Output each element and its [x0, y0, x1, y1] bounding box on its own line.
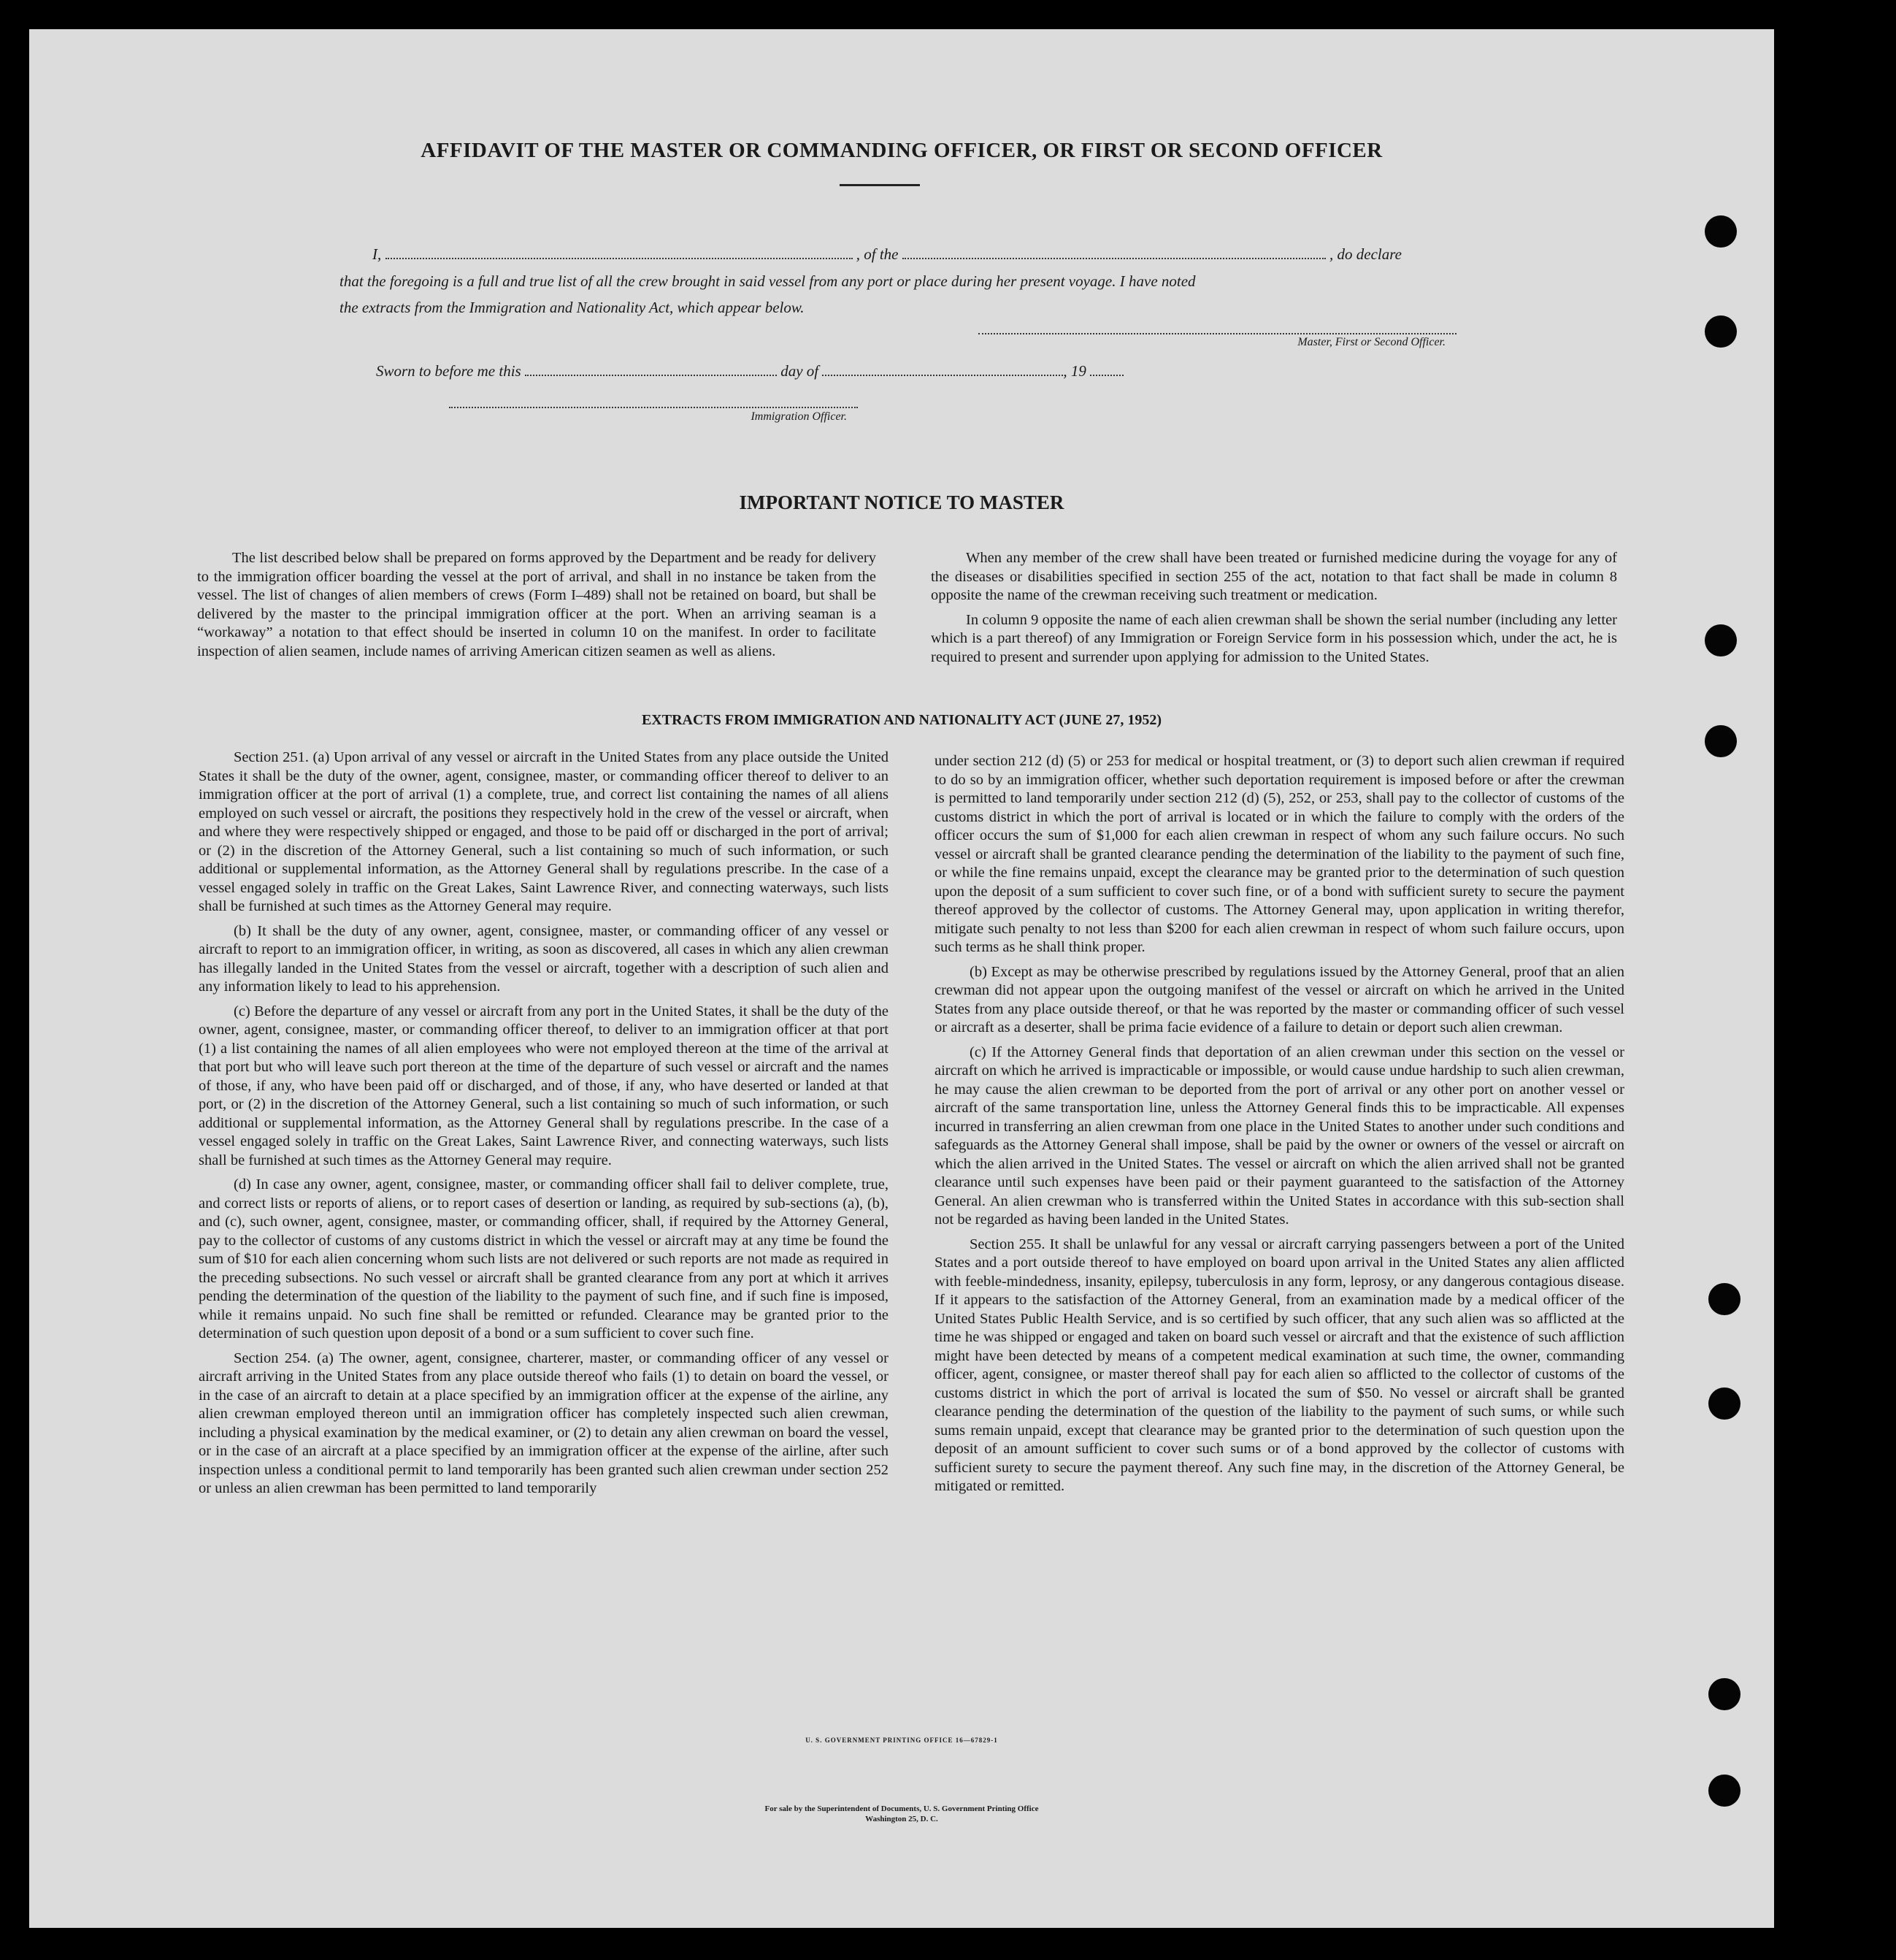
act-paragraph: (c) Before the departure of any vessel or aircraft from any port in the United States, it shall be the duty of the owner, agent, consignee, master, or commanding officer thereof, to deliver to an immigration officer at that port (1) a list containing the names of all alien employees who were not employed thereon at the time of the arrival at that port but who will leave such port thereon at the time of the departure of such vessel or aircraft and the names of those, if any, who have been paid off or discharged, and of those, if any, who have deserted or landed at that port, or (2) in the discretion of the Attorney General, such a list containing so much of such information, or such additional or supplemental information, as the Attorney General shall by regulations prescribe. In the case of a vessel engaged solely in traffic on the Great Lakes, Saint Lawrence River, and connecting waterways, such lists shall be furnished at such times as the Attorney General may require.: [199, 1003, 888, 1168]
officer-signature-line[interactable]: [449, 407, 858, 408]
sale-notice-line-1: For sale by the Superintendent of Documents, U. S. Government Printing Office: [764, 1804, 1039, 1813]
affidavit-title: AFFIDAVIT OF THE MASTER OR COMMANDING OFFICER, OR FIRST OR SECOND OFFICER: [421, 139, 1383, 162]
notice-left-column: [197, 549, 876, 661]
extracts-title: EXTRACTS FROM IMMIGRATION AND NATIONALITY ACT (JUNE 27, 1952): [641, 712, 1162, 728]
name-field[interactable]: [385, 245, 853, 259]
act-paragraph: Section 255. It shall be unlawful for any vessal or aircraft carrying passengers between a port of the United States and a port outside thereof to have employed on board upon arrival in the United States any alien afflicted with feeble-mindedness, insanity, epilepsy, tuberculosis in any form, leprosy, or any dangerous contagious disease. If it appears to the satisfaction of the Attorney General, from an examination made by a medical officer of the United States Public Health Service, and is so certified by such officer, that any such alien was so afflicted at the time he was shipped or engaged and taken on board such vessel or aircraft and that the existence of such affliction might have been detected by means of a competent medical examination at such time, the owner, commanding officer, agent, consignee, or master thereof shall pay for each alien so afflicted to the collector of customs of the customs district in which the port of arrival is located the sum of $50. No vessel or aircraft shall be granted clearance pending the determination of the question of the liability to the payment of such sums, or while such sums remain unpaid, except that clearance may be granted prior to the determination of such question upon the deposit of an amount sufficient to cover such sums or of a bond approved by the collector of customs with sufficient surety to secure the payment thereof. Any such fine may, in the discretion of the Attorney General, be mitigated or remitted.: [934, 1236, 1624, 1494]
title-divider: [840, 184, 920, 186]
day-of-label: day of: [780, 362, 819, 380]
act-paragraph: (d) In case any owner, agent, consignee, master, or commanding officer shall fail to deliver complete, true, and correct lists or reports of aliens, or to report cases of desertion or landing, as required by sub-sections (a), (b), and (c), such owner, agent, consignee, master, or commanding officer, shall, if required by the Attorney General, pay to the collector of customs of any customs district in which the vessel or aircraft may at any time be found the sum of $10 for each alien concerning whom such lists are not delivered or such reports are not made as required in the preceding subsections. No such vessel or aircraft shall be granted clearance from any port at which it arrives pending the determination of the question of the liability to the payment of such fine, and if such fine is imposed, while it remains unpaid. No such fine shall be remitted or refunded. Clearance may be granted prior to the determination of such question upon deposit of a bond or a sum sufficient to cover such fine.: [199, 1176, 888, 1341]
act-paragraph: (b) It shall be the duty of any owner, agent, consignee, master, or commanding officer of any vessel or aircraft to report to an immigration officer, in writing, as soon as discovered, all cases in which any alien crewman has illegally landed in the United States from the vessel or aircraft, together with a description of such alien and any information likely to lead to his apprehension.: [199, 922, 888, 995]
sworn-month-field[interactable]: [822, 361, 1063, 376]
extracts-left-column: [199, 749, 888, 1498]
punch-hole: [1705, 315, 1737, 348]
sworn-label: Sworn to before me this: [376, 362, 521, 380]
year-label: , 19: [1063, 362, 1086, 380]
punch-hole: [1705, 624, 1737, 656]
sale-notice-line-2: Washington 25, D. C.: [865, 1815, 938, 1823]
punch-hole: [1708, 1775, 1740, 1807]
vessel-field[interactable]: [902, 245, 1326, 259]
i-label: I,: [372, 245, 382, 263]
do-declare-label: , do declare: [1329, 245, 1402, 263]
notice-paragraph: In column 9 opposite the name of each alien crewman shall be shown the serial number (including any letter which is a part thereof) of any Immigration or Foreign Service form in his possession which, under the act, he is required to present and surrender upon applying for admission to the United States.: [931, 611, 1617, 665]
punch-hole: [1705, 725, 1737, 757]
declaration-line: [372, 241, 1489, 267]
officer-signature-label: Immigration Officer.: [751, 410, 847, 423]
punch-hole: [1705, 215, 1737, 248]
act-paragraph: Section 254. (a) The owner, agent, consignee, charterer, master, or commanding officer of any vessel or aircraft arriving in the United States from any place outside thereof who fails (1) to detain on board the vessel, or in the case of an aircraft to detain at a place specified by an immigration officer at the expense of the airline, any alien crewman employed thereon until an immigration officer has completely inspected such alien crewman, including a physical examination by the medical examiner, or (2) to detain any alien crewman on board the vessel, or in the case of an aircraft at a place specified by an immigration officer at the expense of the airline, after such inspection unless a conditional permit to land temporarily has been granted such alien crewman under section 252 or unless an alien crewman has been permitted to land temporarily: [199, 1350, 888, 1496]
declaration-text-1: that the foregoing is a full and true list of all the crew brought in said vessel from any port or place during her present voyage. I have noted: [339, 272, 1196, 290]
document-page: [29, 29, 1774, 1928]
sale-notice: [29, 1804, 1774, 1824]
notice-title: IMPORTANT NOTICE TO MASTER: [739, 491, 1064, 513]
of-the-label: , of the: [856, 245, 899, 263]
sworn-line: [376, 358, 1252, 384]
master-signature-label: Master, First or Second Officer.: [1297, 336, 1446, 348]
act-paragraph: Section 251. (a) Upon arrival of any vessel or aircraft in the United States from any place outside the United States it shall be the duty of the owner, agent, consignee, master, or commanding officer thereof to deliver to an immigration officer at the port of arrival (1) a complete, true, and correct list containing the names of all aliens employed on such vessel or aircraft, the positions they respectively hold in the crew of the vessel or aircraft, when and where they were respectively shipped or engaged, and those to be paid off or discharged in the port of arrival; or (2) in the discretion of the Attorney General, such a list containing so much of such information, or such additional or supplemental information, as the Attorney General shall by regulations prescribe. In the case of a vessel engaged solely in traffic on the Great Lakes, Saint Lawrence River, and connecting waterways, such lists shall be furnished at such times as the Attorney General may require.: [199, 749, 888, 914]
act-paragraph: (c) If the Attorney General finds that deportation of an alien crewman under this section on the vessel or aircraft on which he arrived is impracticable or impossible, or would cause undue hardship to such alien crewman, he may cause the alien crewman to be deported from the port of arrival or any other port on another vessel or aircraft of the same transportation line, unless the Attorney General finds this to be impracticable. All expenses incurred in transferring an alien crewman from one place in the United States to another under such conditions and safeguards as the Attorney General shall impose, shall be paid by the owner or owners of the vessel or aircraft on which the alien arrived in the United States. The vessel or aircraft on which the alien arrived shall not be granted clearance until such expenses have been paid or their payment guaranteed to the satisfaction of the Attorney General. An alien crewman who is transferred within the United States in accordance with this sub-section shall not be regarded as having been landed in the United States.: [934, 1044, 1624, 1228]
notice-paragraph: When any member of the crew shall have been treated or furnished medicine during the voyage for any of the diseases or disabilities specified in section 255 of the act, notation to that fact shall be made in column 8 opposite the name of the crewman receiving such treatment or medication.: [931, 550, 1617, 603]
punch-hole: [1708, 1283, 1740, 1315]
extracts-right-column: [934, 752, 1624, 1496]
act-paragraph: (b) Except as may be otherwise prescribed by regulations issued by the Attorney General, proof that an alien crewman did not appear upon the outgoing manifest of the vessel or aircraft on which he arrived in the United States from any place outside thereof, or that he was reported by the master or commanding officer of such vessel or aircraft as a deserter, shall be prima facie evidence of a failure to detain or deport such alien crewman.: [934, 963, 1624, 1035]
punch-hole: [1708, 1387, 1740, 1420]
notice-paragraph: The list described below shall be prepared on forms approved by the Department and be ready for delivery to the immigration officer boarding the vessel at the port of arrival, and shall in no instance be taken from the vessel. The list of changes of alien members of crews (Form I–489) shall not be retained on board, but shall be delivered by the master to the principal immigration officer at the port. When an arriving seaman is a “workaway” a notation to that effect should be inserted in column 10 on the manifest. In order to facilitate inspection of alien seamen, include names of arriving American citizen seamen as well as aliens.: [197, 550, 876, 659]
punch-hole: [1708, 1678, 1740, 1710]
sworn-day-field[interactable]: [525, 361, 777, 376]
declaration-text-2: the extracts from the Immigration and Nationality Act, which appear below.: [339, 299, 805, 316]
act-paragraph: under section 212 (d) (5) or 253 for medical or hospital treatment, or (3) to deport such alien crewman if required to do so by an immigration officer, whether such deportation requirement is imposed before or after the crewman is permitted to land temporarily under section 212 (d) (5), 252, or 253, shall pay to the collector of customs of the customs district in which the port of arrival is located or in which the failure to comply with the orders of the officer occurs the sum of $1,000 for each alien crewman in respect of whom any such failure occurs. No such vessel or aircraft shall be granted clearance pending the determination of the liability to the payment of such fine, or while the fine remains unpaid, except the clearance may be granted prior to the determination of such question upon the deposit of a sum sufficient to cover such fine, or of a bond with sufficient surety to secure the payment thereof approved by the collector of customs. The Attorney General may, upon application in writing therefor, mitigate such penalty to not less than $200 for each alien crewman in respect of whom such failure occurs, upon such terms as he shall think proper.: [934, 753, 1624, 955]
master-signature-line[interactable]: [978, 333, 1456, 334]
sworn-year-field[interactable]: [1090, 361, 1124, 376]
notice-right-column: [931, 549, 1617, 667]
printing-office-imprint: U. S. GOVERNMENT PRINTING OFFICE 16—67829-1: [805, 1737, 998, 1744]
